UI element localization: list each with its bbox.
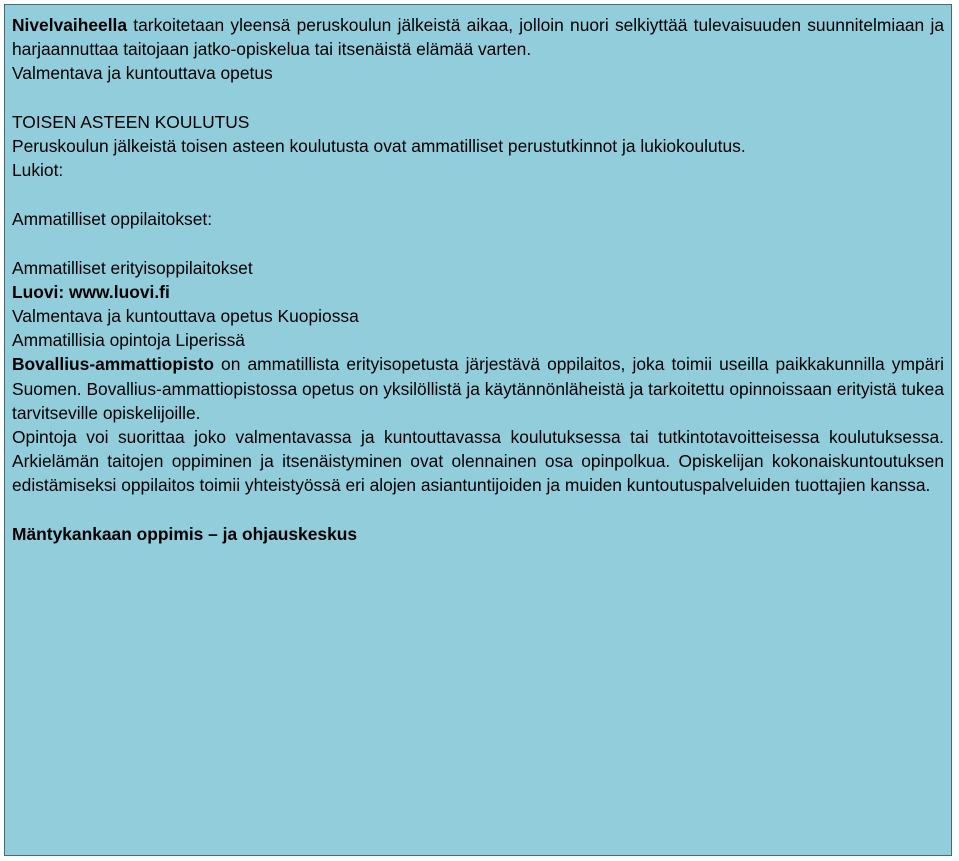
erityisoppilaitokset-label: Ammatilliset erityisoppilaitokset <box>12 257 253 278</box>
link-valmentava-opetus[interactable]: Valmentava ja kuntouttava opetus <box>12 63 273 84</box>
content-panel <box>4 4 952 856</box>
intro-term: Nivelvaiheella <box>12 15 128 35</box>
luovi-liperi-link[interactable]: Ammatillisia opintoja Liperissä <box>12 330 245 351</box>
ammatilliset-label: Ammatilliset oppilaitokset: <box>12 208 213 229</box>
luovi-link[interactable]: Luovi: www.luovi.fi <box>12 281 170 302</box>
intro-text: tarkoitetaan yleensä peruskoulun jälkeistä aikaa, jolloin nuori selkiyttää tulevaisuuden suunnitelmiaan ja harjaannuttaa taitojaan jatko-opiskelua tai itsenäistä elämää varten. <box>12 15 944 60</box>
luovi-kuopio-link[interactable]: Valmentava ja kuntouttava opetus Kuopiossa <box>12 306 359 327</box>
bovallius-text-1: on ammatillista erityisopetusta järjestävä oppilaitos, joka toimii useilla paikkakunnilla ympäri Suomen. Bovallius-ammattiopistossa opetus on yksilöllistä ja käytännönläheistä ja tarkoitettu opinnoissaan erityistä tukea tarvitseville opiskelijoille. <box>12 354 944 423</box>
section-heading: TOISEN ASTEEN KOULUTUS <box>12 111 250 132</box>
lukiot-label: Lukiot: <box>12 160 64 181</box>
bovallius-paragraph-2: Opintoja voi suorittaa joko valmentavassa ja kuntouttavassa koulutuksessa tai tutkintotavoitteisessa koulutuksessa. Arkielämän taitojen oppiminen ja itsenäistyminen ovat olennainen osa opinpolkua. Opiskelijan kokonaiskuntoutuksen edistämiseksi oppilaitos toimii yhteistyössä eri alojen asiantuntijoiden ja muiden kuntoutuspalveluiden tuottajien kanssa. <box>12 427 944 496</box>
bovallius-paragraph-1 <box>12 352 944 425</box>
spacer <box>12 86 944 110</box>
intro-paragraph <box>12 13 944 61</box>
spacer <box>12 231 944 256</box>
bovallius-name: Bovallius-ammattiopisto <box>12 354 214 375</box>
mantykangas-heading: Mäntykankaan oppimis – ja ohjauskeskus <box>12 523 358 544</box>
section-description: Peruskoulun jälkeistä toisen asteen koulutusta ovat ammatilliset perustutkinnot ja lukiokoulutus. <box>12 136 746 156</box>
spacer <box>12 182 944 207</box>
